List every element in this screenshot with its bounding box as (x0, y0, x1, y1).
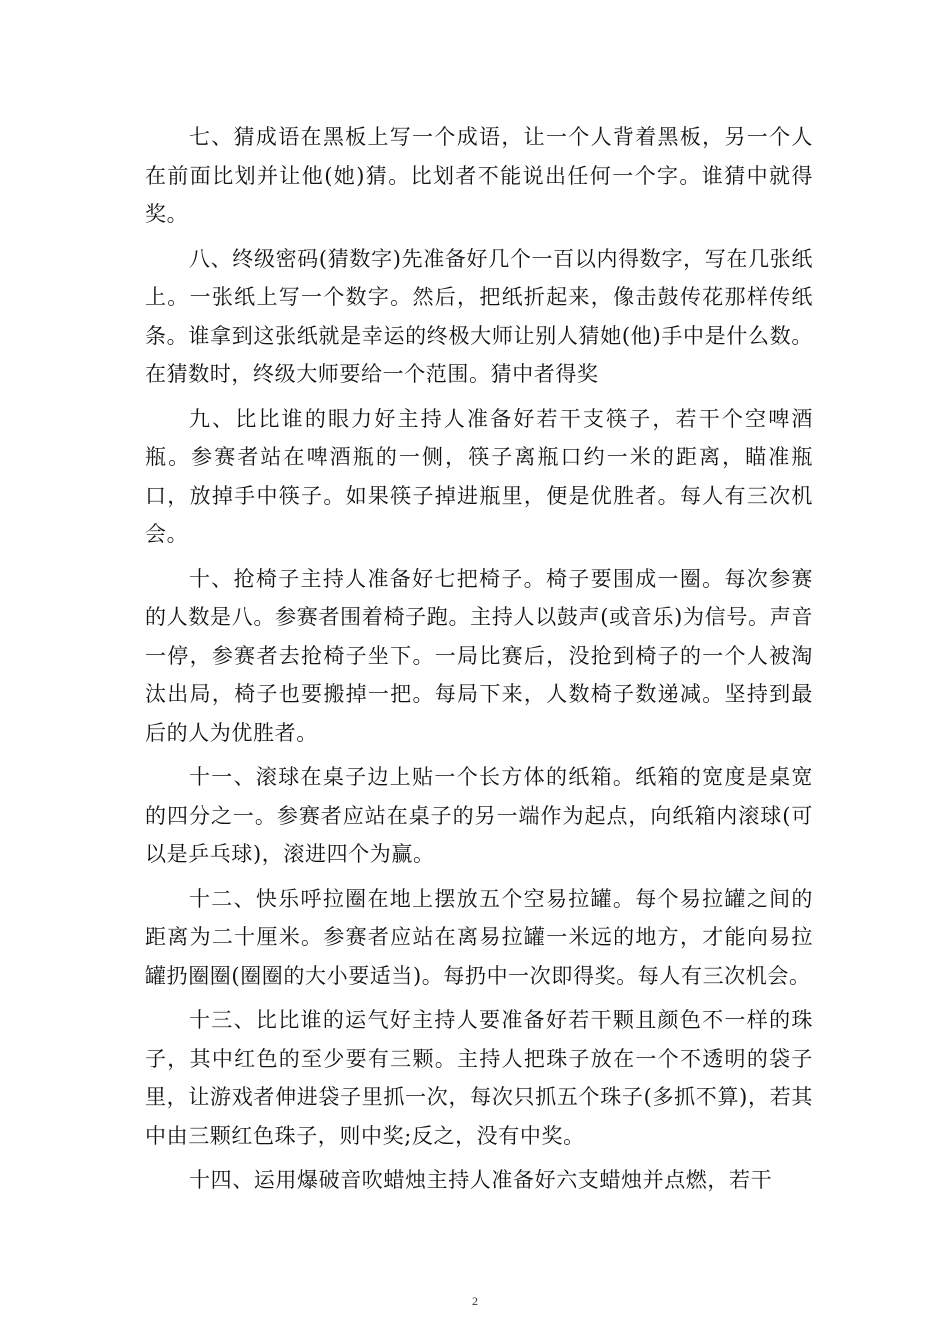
paragraph-game-7: 七、猜成语在黑板上写一个成语，让一个人背着黑板，另一个人在前面比划并让他(她)猜。比划者不能说出任何一个字。谁猜中就得奖。 (145, 125, 813, 226)
paragraph-game-11: 十一、滚球在桌子边上贴一个长方体的纸箱。纸箱的宽度是桌宽的四分之一。参赛者应站在桌子的另一端作为起点，向纸箱内滚球(可以是乒乓球)，滚进四个为赢。 (145, 765, 813, 866)
paragraph-game-10: 十、抢椅子主持人准备好七把椅子。椅子要围成一圈。每次参赛的人数是八。参赛者围着椅子跑。主持人以鼓声(或音乐)为信号。声音一停，参赛者去抢椅子坐下。一局比赛后，没抢到椅子的一个人被淘汰出局，椅子也要搬掉一把。每局下来，人数椅子数递减。坚持到最后的人为优胜者。 (145, 566, 813, 745)
paragraph-game-8: 八、终级密码(猜数字)先准备好几个一百以内得数字，写在几张纸上。一张纸上写一个数字。然后，把纸折起来，像击鼓传花那样传纸条。谁拿到这张纸就是幸运的终极大师让别人猜她(他)手中是什么数。在猜数时，终级大师要给一个范围。猜中者得奖 (145, 246, 813, 386)
paragraph-game-13: 十三、比比谁的运气好主持人要准备好若干颗且颜色不一样的珠子，其中红色的至少要有三颗。主持人把珠子放在一个不透明的袋子里，让游戏者伸进袋子里抓一次，每次只抓五个珠子(多抓不算)，若其中由三颗红色珠子，则中奖;反之，没有中奖。 (145, 1008, 813, 1148)
page-number: 2 (472, 1294, 478, 1308)
document-body (145, 118, 813, 1206)
paragraph-game-9: 九、比比谁的眼力好主持人准备好若干支筷子，若干个空啤酒瓶。参赛者站在啤酒瓶的一侧，筷子离瓶口约一米的距离，瞄准瓶口，放掉手中筷子。如果筷子掉进瓶里，便是优胜者。每人有三次机会。 (145, 406, 813, 546)
paragraph-game-14: 十四、运用爆破音吹蜡烛主持人准备好六支蜡烛并点燃，若干 (189, 1168, 773, 1192)
paragraph-game-12: 十二、快乐呼拉圈在地上摆放五个空易拉罐。每个易拉罐之间的距离为二十厘米。参赛者应站在离易拉罐一米远的地方，才能向易拉罐扔圈圈(圈圈的大小要适当)。每扔中一次即得奖。每人有三次机会。 (145, 886, 813, 988)
